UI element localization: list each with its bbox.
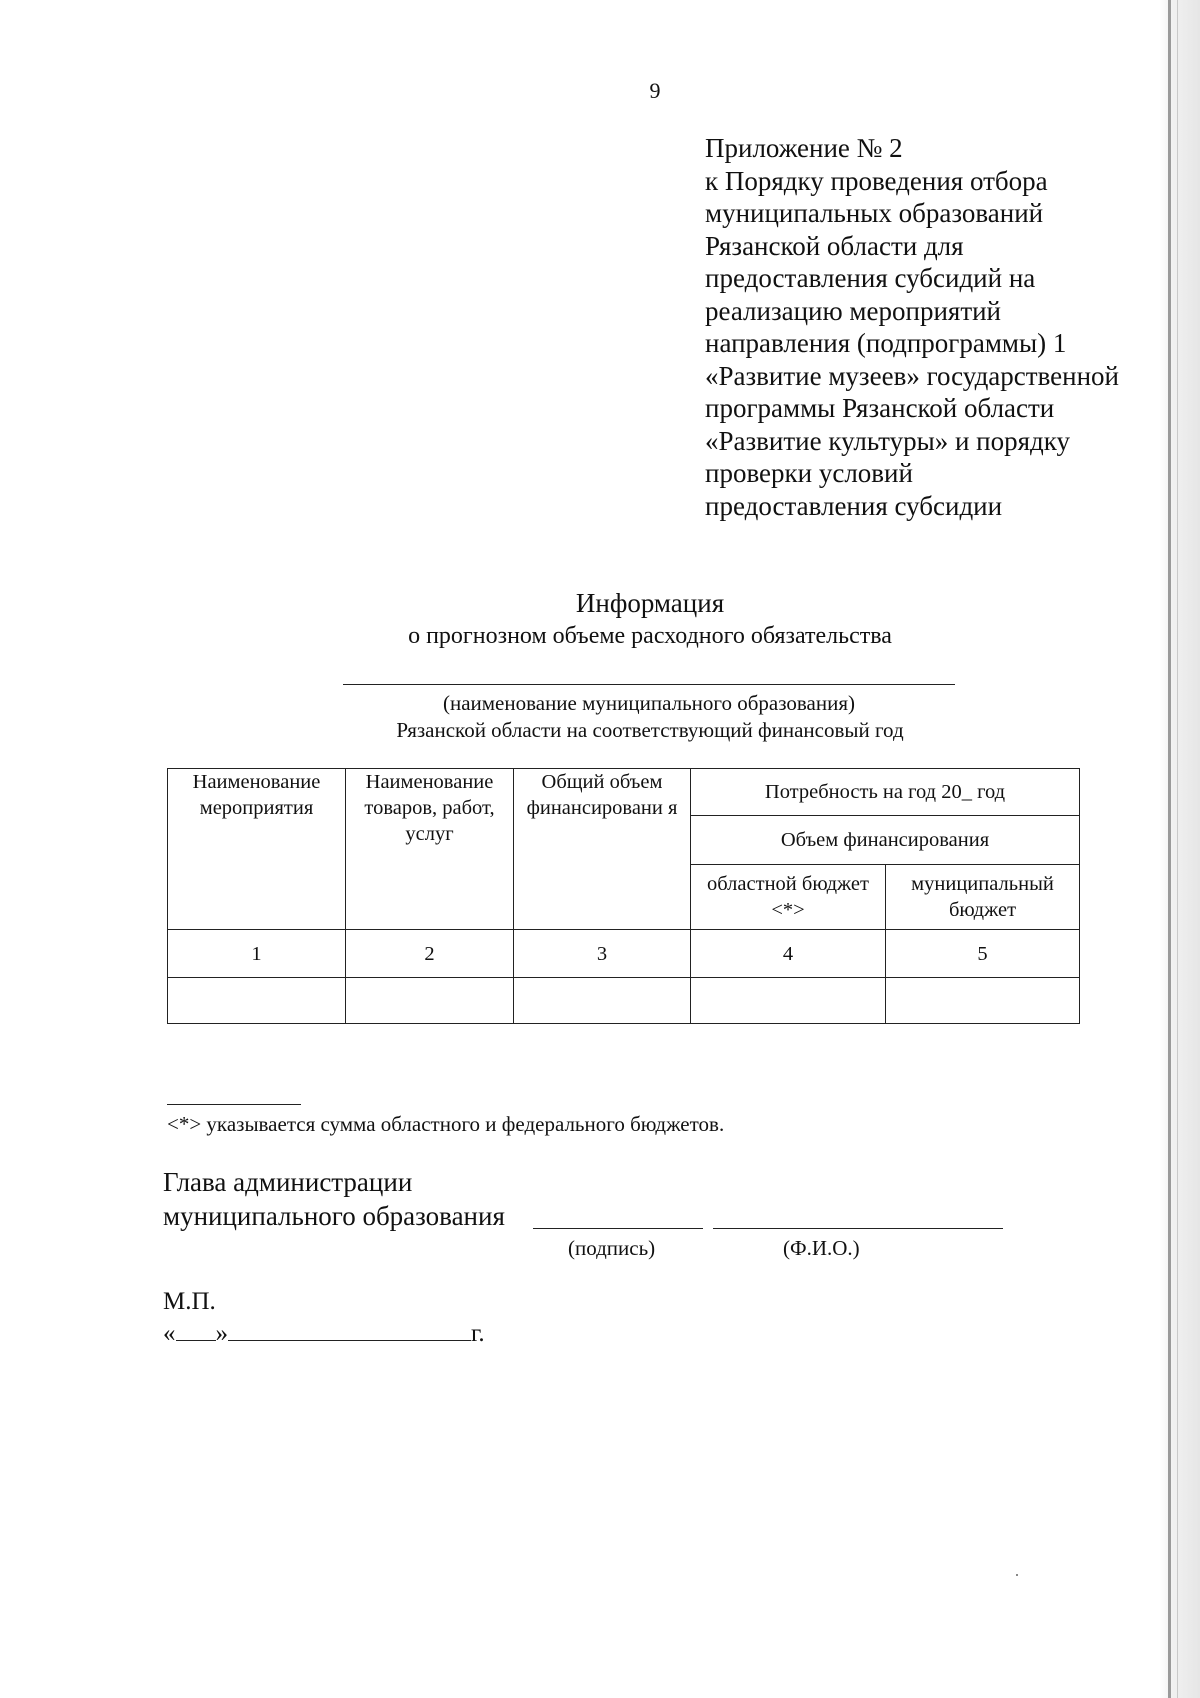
page-edge-line-secondary (1177, 0, 1178, 1698)
page-edge-shadow (1160, 0, 1200, 1698)
signature-blank (533, 1228, 703, 1229)
funding-table (167, 768, 1080, 1024)
appendix-line: Приложение № 2 (705, 133, 903, 163)
month-blank (228, 1318, 471, 1341)
appendix-line: проверки условий (705, 458, 913, 488)
header-funding-volume: Объем финансирования (691, 816, 1080, 865)
header-event-name: Наименование мероприятия (168, 769, 346, 930)
header-goods-name: Наименование товаров, работ, услуг (346, 769, 514, 930)
header-municipal-budget: муниципальный бюджет (886, 865, 1080, 930)
footnote-text: <*> указывается сумма областного и федерального бюджетов. (167, 1112, 725, 1136)
table-cell (514, 978, 691, 1024)
appendix-line: предоставления субсидии (705, 490, 1003, 521)
municipality-name-line (343, 684, 955, 685)
column-number-row (168, 930, 1080, 978)
column-number: 3 (514, 930, 691, 978)
day-blank (176, 1318, 216, 1341)
table-row (168, 978, 1080, 1024)
signatory-title-line1: Глава администрации (163, 1167, 413, 1197)
table-cell (168, 978, 346, 1024)
appendix-line: к Порядку проведения отбора (705, 165, 1048, 196)
appendix-line: «Развитие культуры» и порядку (705, 425, 1071, 456)
signatory-title-line2: муниципального образования (163, 1201, 505, 1231)
date-year-suffix: г. (471, 1320, 485, 1347)
date-line (163, 1318, 485, 1350)
appendix-line: направления (подпрограммы) 1 (705, 328, 1067, 358)
appendix-line: муниципальных образований (705, 198, 1044, 228)
table-cell (691, 978, 886, 1024)
appendix-line: реализацию мероприятий (705, 295, 1002, 326)
region-year-line: Рязанской области на соответствующий финансовый год (396, 718, 904, 742)
municipality-name-caption: (наименование муниципального образования) (442, 691, 856, 715)
column-number: 1 (168, 930, 346, 978)
header-regional-budget: областной бюджет <*> (691, 865, 886, 930)
column-number: 2 (346, 930, 514, 978)
header-need-for-year: Потребность на год 20_ год (691, 769, 1080, 816)
signature-caption: (подпись) (568, 1236, 656, 1260)
table-cell (346, 978, 514, 1024)
header-total-funding: Общий объем финансировани я (514, 769, 691, 930)
scan-speck (1016, 1574, 1018, 1576)
page-edge-line (1168, 0, 1171, 1698)
table-cell (886, 978, 1080, 1024)
document-title: Информация (575, 588, 725, 618)
appendix-line: предоставления субсидий на (705, 263, 1036, 293)
stamp-place: М.П. (163, 1288, 216, 1315)
column-number: 4 (691, 930, 886, 978)
page-number: 9 (649, 78, 661, 103)
document-title-block (300, 586, 1000, 652)
appendix-header (705, 132, 1155, 522)
date-close-quote: » (215, 1320, 228, 1347)
fio-caption: (Ф.И.О.) (783, 1236, 860, 1260)
appendix-line: Рязанской области для (705, 230, 964, 261)
footnote-rule (167, 1104, 301, 1105)
appendix-line: программы Рязанской области (705, 393, 1055, 423)
column-number: 5 (886, 930, 1080, 978)
fio-blank (713, 1228, 1003, 1229)
date-open-quote: « (163, 1320, 176, 1347)
document-subtitle: о прогнозном объеме расходного обязательства (408, 623, 892, 649)
appendix-line: «Развитие музеев» государственной (705, 360, 1119, 391)
